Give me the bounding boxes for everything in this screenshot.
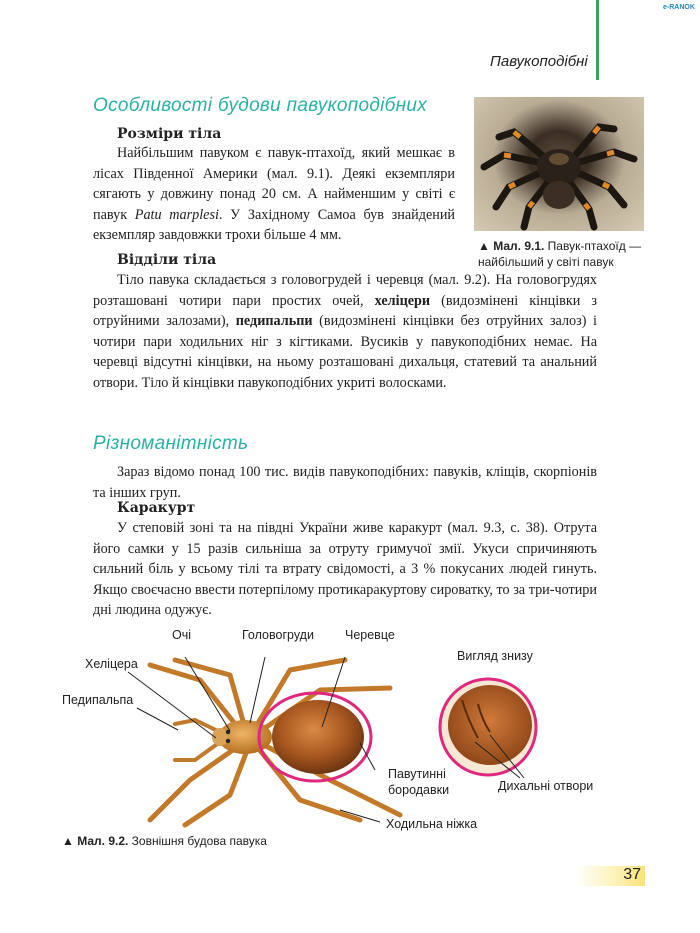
term-chelicerae: хеліцери: [374, 292, 431, 309]
paragraph-karakurt: У степовій зоні та на півдні України живе каракурт (мал. 9.3, с. 38). Отрута його самки у 15 разів сильніша за отруту гримучої змії. Укуси спричиняють сильний біль у всьому тілі та втрату свідомості, а 3 % покусаних людей гинуть. Якщо своєчасно ввести потерпілому протикаракуртову сироватку, то за три-чотири дні людина одужує.: [93, 520, 597, 618]
paragraph-body-parts-part1: Тіло павука складається з головогрудей і черевця (мал. 9.2). На головогрудях розташовані чотири пари простих очей,: [93, 272, 597, 309]
paragraph-body-size-part2: . У Західному Самоа був знайдений екземпляр завдовжки трохи більше 4 мм.: [93, 206, 456, 243]
figure-9-1-text: Павук-птахоїд — найбільший у світі павук: [478, 239, 642, 269]
brand-logo: e-RANOK: [663, 4, 695, 11]
figure-9-1-label: ▲ Мал. 9.1.: [478, 239, 545, 253]
label-spinnerets-line2: бородавки: [388, 783, 450, 797]
running-head: Павукоподібні: [490, 53, 588, 70]
abdomen-shape: [272, 700, 364, 774]
paragraph-body-parts-part3: (видозмінені кінцівки без отруйних залоз) і чотири пари ходильних ніг з кігтиками. Вусиків у павукоподібних немає. На черевці відсутні кінцівки, на ньому розташовані дихальця, статевий та анальний отвори. Тіло й кінцівки павукоподібних укриті волосками.: [93, 313, 597, 391]
subheading-body-parts: Відділи тіла: [117, 252, 217, 268]
eye-dot: [226, 739, 230, 743]
paragraph-body-size: [93, 143, 455, 246]
spider-diagram: [0, 620, 700, 835]
label-pedipalp: Педипальпа: [62, 693, 134, 707]
figure-9-2-caption: [62, 834, 267, 848]
bottom-view-abdomen: [448, 685, 532, 765]
label-eyes: Очі: [172, 628, 192, 642]
page-number-box: [575, 866, 645, 886]
figure-9-1-caption: [478, 238, 648, 270]
term-pedipalps: педипальпи: [235, 313, 313, 329]
label-spinnerets-line1: Павутинні: [388, 767, 446, 781]
label-spiracles: Дихальні отвори: [498, 779, 594, 793]
figure-9-2-text: Зовнішня будова павука: [128, 834, 267, 848]
section-heading-diversity: Різноманітність: [93, 433, 249, 454]
paragraph-body-parts-part2: (видозмінені кінцівки з отруйними залозами),: [93, 292, 597, 329]
species-name: Patu marplesi: [134, 206, 219, 223]
tarantula-photo: [474, 97, 644, 231]
label-cephalothorax: Головогруди: [242, 628, 314, 642]
page-number: 37: [623, 866, 641, 883]
label-bottom-view: Вигляд знизу: [457, 649, 533, 663]
label-walking-leg: Ходильна ніжка: [386, 817, 478, 831]
subheading-karakurt: Каракурт: [117, 500, 196, 516]
paragraph-body-size-part1: Найбільшим павуком є павук-птахоїд, який мешкає в лісах Південної Америки (мал. 9.1). Деякі екземпляри сягають у довжину понад 20 см. А найменшим у світі є павук: [93, 145, 455, 223]
label-spinnerets: [388, 766, 449, 798]
label-abdomen: Черевце: [345, 628, 395, 642]
paragraph-body-parts: [93, 270, 597, 393]
header-accent-bar: [596, 0, 599, 80]
tarantula-illustration: [474, 97, 644, 231]
section-heading-structure: Особливості будови павукоподібних: [93, 95, 428, 116]
figure-9-2-label: ▲ Мал. 9.2.: [62, 834, 129, 848]
subheading-body-size: Розміри тіла: [117, 126, 222, 142]
label-chelicera: Хеліцера: [85, 657, 138, 671]
paragraph-diversity: Зараз відомо понад 100 тис. видів павукоподібних: павуків, кліщів, скорпіонів та інших груп.: [93, 464, 597, 501]
